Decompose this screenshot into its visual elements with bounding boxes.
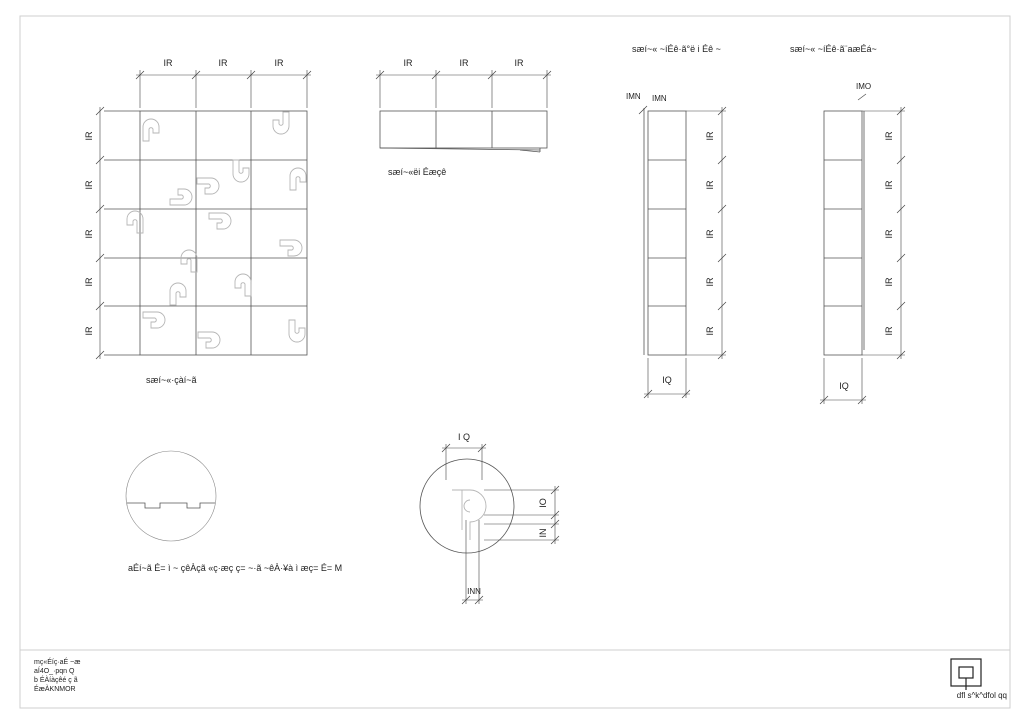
front-view xyxy=(376,58,551,177)
title-block xyxy=(34,657,1007,700)
side-right-dim-3: IR xyxy=(884,229,894,239)
dim-left-3: IR xyxy=(84,229,94,239)
side-left-dim-5: IR xyxy=(705,326,715,336)
side-view-right xyxy=(790,44,905,404)
dim-top-2: IR xyxy=(218,58,228,68)
sheet-frame xyxy=(20,16,1010,708)
side-left-depth: IQ xyxy=(662,375,672,385)
dim-top-3: IR xyxy=(274,58,284,68)
detail-dim-right-1: IO xyxy=(538,498,548,508)
side-right-dim-4: IR xyxy=(884,277,894,287)
side-right-dim-1: IR xyxy=(884,131,894,141)
side-left-dim-2: IR xyxy=(705,180,715,190)
top-view-title: sæí~«·çàí~ã xyxy=(146,375,197,385)
side-view-left xyxy=(626,44,726,398)
side-left-dim-1: IR xyxy=(705,131,715,141)
detail-magnified xyxy=(420,432,559,604)
dim-left-5: IR xyxy=(84,326,94,336)
dim-left-2: IR xyxy=(84,180,94,190)
front-dim-2: IR xyxy=(459,58,469,68)
detail-title: aÉí~ã É= ì ~ çêÀçã «ç·æç ç= ~·ã ~êÀ·¥à ì æç= É= M xyxy=(128,563,343,573)
detail-edge-profile xyxy=(126,451,342,573)
side-right-depth: IQ xyxy=(839,381,849,391)
title-line-3: b ÉÀíàçêé ç ã xyxy=(34,677,78,684)
side-left-top-dim-b: IMN xyxy=(652,94,667,103)
title-line-2: aÍ4O_·pqn Q xyxy=(34,668,75,675)
tile-pattern xyxy=(127,112,306,348)
company-label: dfl s^k^dfol qq xyxy=(956,691,1007,700)
dim-left-1: IR xyxy=(84,131,94,141)
side-left-top-dim-a: IMN xyxy=(626,92,641,101)
detail-dim-bottom: INN xyxy=(467,587,481,596)
company-logo-icon xyxy=(951,659,981,690)
dim-left-4: IR xyxy=(84,277,94,287)
side-right-title: sæí~« ~íÉê·ã¨aæÉá~ xyxy=(790,44,877,54)
dim-top-1: IR xyxy=(163,58,173,68)
side-right-dim-2: IR xyxy=(884,180,894,190)
side-right-top-dim: IMO xyxy=(856,82,872,91)
front-view-title: sæí~«ëi Éæçê xyxy=(388,167,447,177)
side-left-dim-3: IR xyxy=(705,229,715,239)
side-right-dim-5: IR xyxy=(884,326,894,336)
detail-dim-right-2: IN xyxy=(538,528,548,538)
title-line-1: mç«Éíç·aÉ ~æ xyxy=(34,659,81,666)
side-left-dim-4: IR xyxy=(705,277,715,287)
side-left-title: sæí~« ~íÉê·ã°ë i Éê ~ xyxy=(632,44,721,54)
title-line-4: ÉæÀKNMOR xyxy=(34,686,76,693)
front-dim-1: IR xyxy=(403,58,413,68)
front-dim-3: IR xyxy=(514,58,524,68)
detail-dim-top: I Q xyxy=(457,432,471,442)
top-view xyxy=(84,58,311,385)
